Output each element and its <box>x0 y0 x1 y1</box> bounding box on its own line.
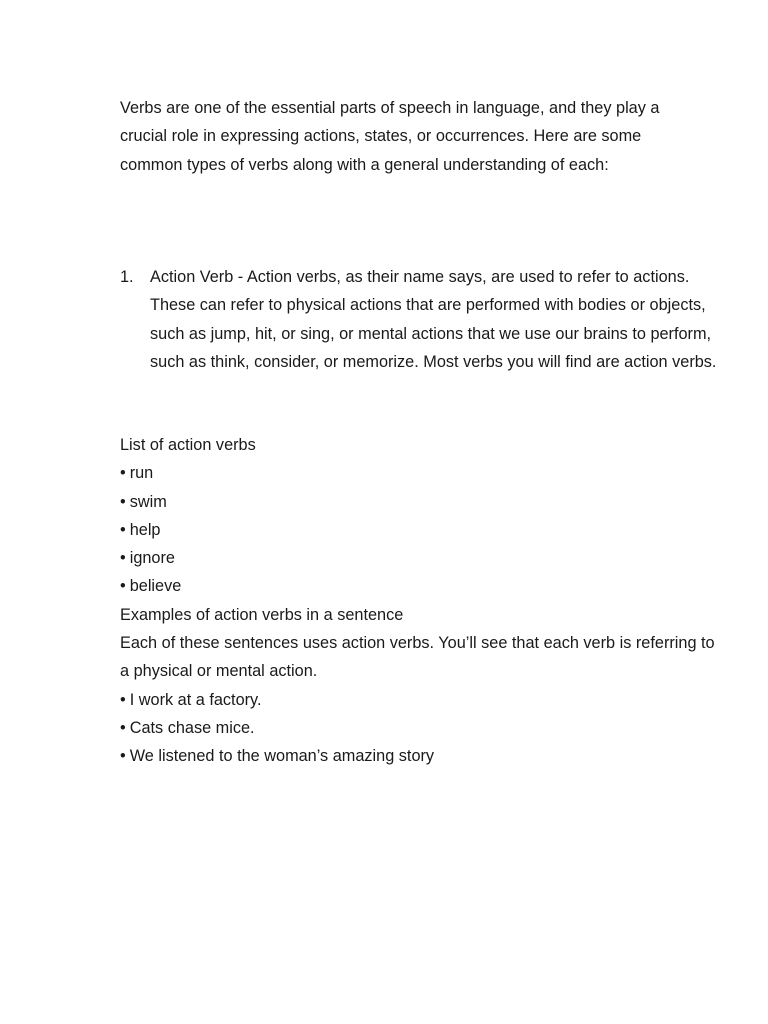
bullet-icon: • <box>120 520 126 539</box>
list-item-text: believe <box>129 577 182 596</box>
list-item <box>120 742 730 770</box>
list-item <box>120 516 730 544</box>
verb-types-list <box>120 263 740 376</box>
list-item-text: Cats chase mice. <box>129 718 255 737</box>
bullet-icon: • <box>120 549 126 568</box>
list-item <box>120 488 730 516</box>
list-item-text: swim <box>129 492 167 511</box>
item-number: 1. <box>120 268 134 286</box>
bullet-icon: • <box>120 577 126 596</box>
action-verbs-section <box>120 431 730 771</box>
list-item-text: We listened to the woman’s amazing story <box>129 747 435 766</box>
examples-intro: Each of these sentences uses action verbs. You’ll see that each verb is referring to a physical or mental action. <box>120 634 715 681</box>
list-item <box>120 714 730 742</box>
list-item-text: ignore <box>129 549 175 568</box>
list-item-text: help <box>129 520 161 539</box>
list-item-text: run <box>129 464 154 483</box>
intro-paragraph: Verbs are one of the essential parts of speech in language, and they play a crucial role in expressing actions, states, or occurrences. Here are some common types of verbs along with a general understanding of each: <box>120 99 660 174</box>
section-heading: List of action verbs <box>120 436 256 454</box>
list-item <box>120 544 730 572</box>
item-text: Action Verb - Action verbs, as their name says, are used to refer to actions. These can refer to physical actions that are performed with bodies or objects, such as jump, hit, or sing, or mental actions that we use our brains to perform, such as think, consider, or memorize. Most verbs you will find are action verbs. <box>150 268 717 371</box>
example-sentence-list <box>120 686 730 771</box>
bullet-icon: • <box>120 464 126 483</box>
action-verb-list <box>120 459 730 600</box>
list-item <box>120 686 730 714</box>
bullet-icon: • <box>120 690 126 709</box>
bullet-icon: • <box>120 747 126 766</box>
list-item-text: I work at a factory. <box>129 690 262 709</box>
list-item <box>120 459 730 487</box>
list-item <box>120 572 730 600</box>
examples-heading: Examples of action verbs in a sentence <box>120 605 404 624</box>
bullet-icon: • <box>120 718 126 737</box>
list-item <box>120 263 730 376</box>
bullet-icon: • <box>120 492 126 511</box>
